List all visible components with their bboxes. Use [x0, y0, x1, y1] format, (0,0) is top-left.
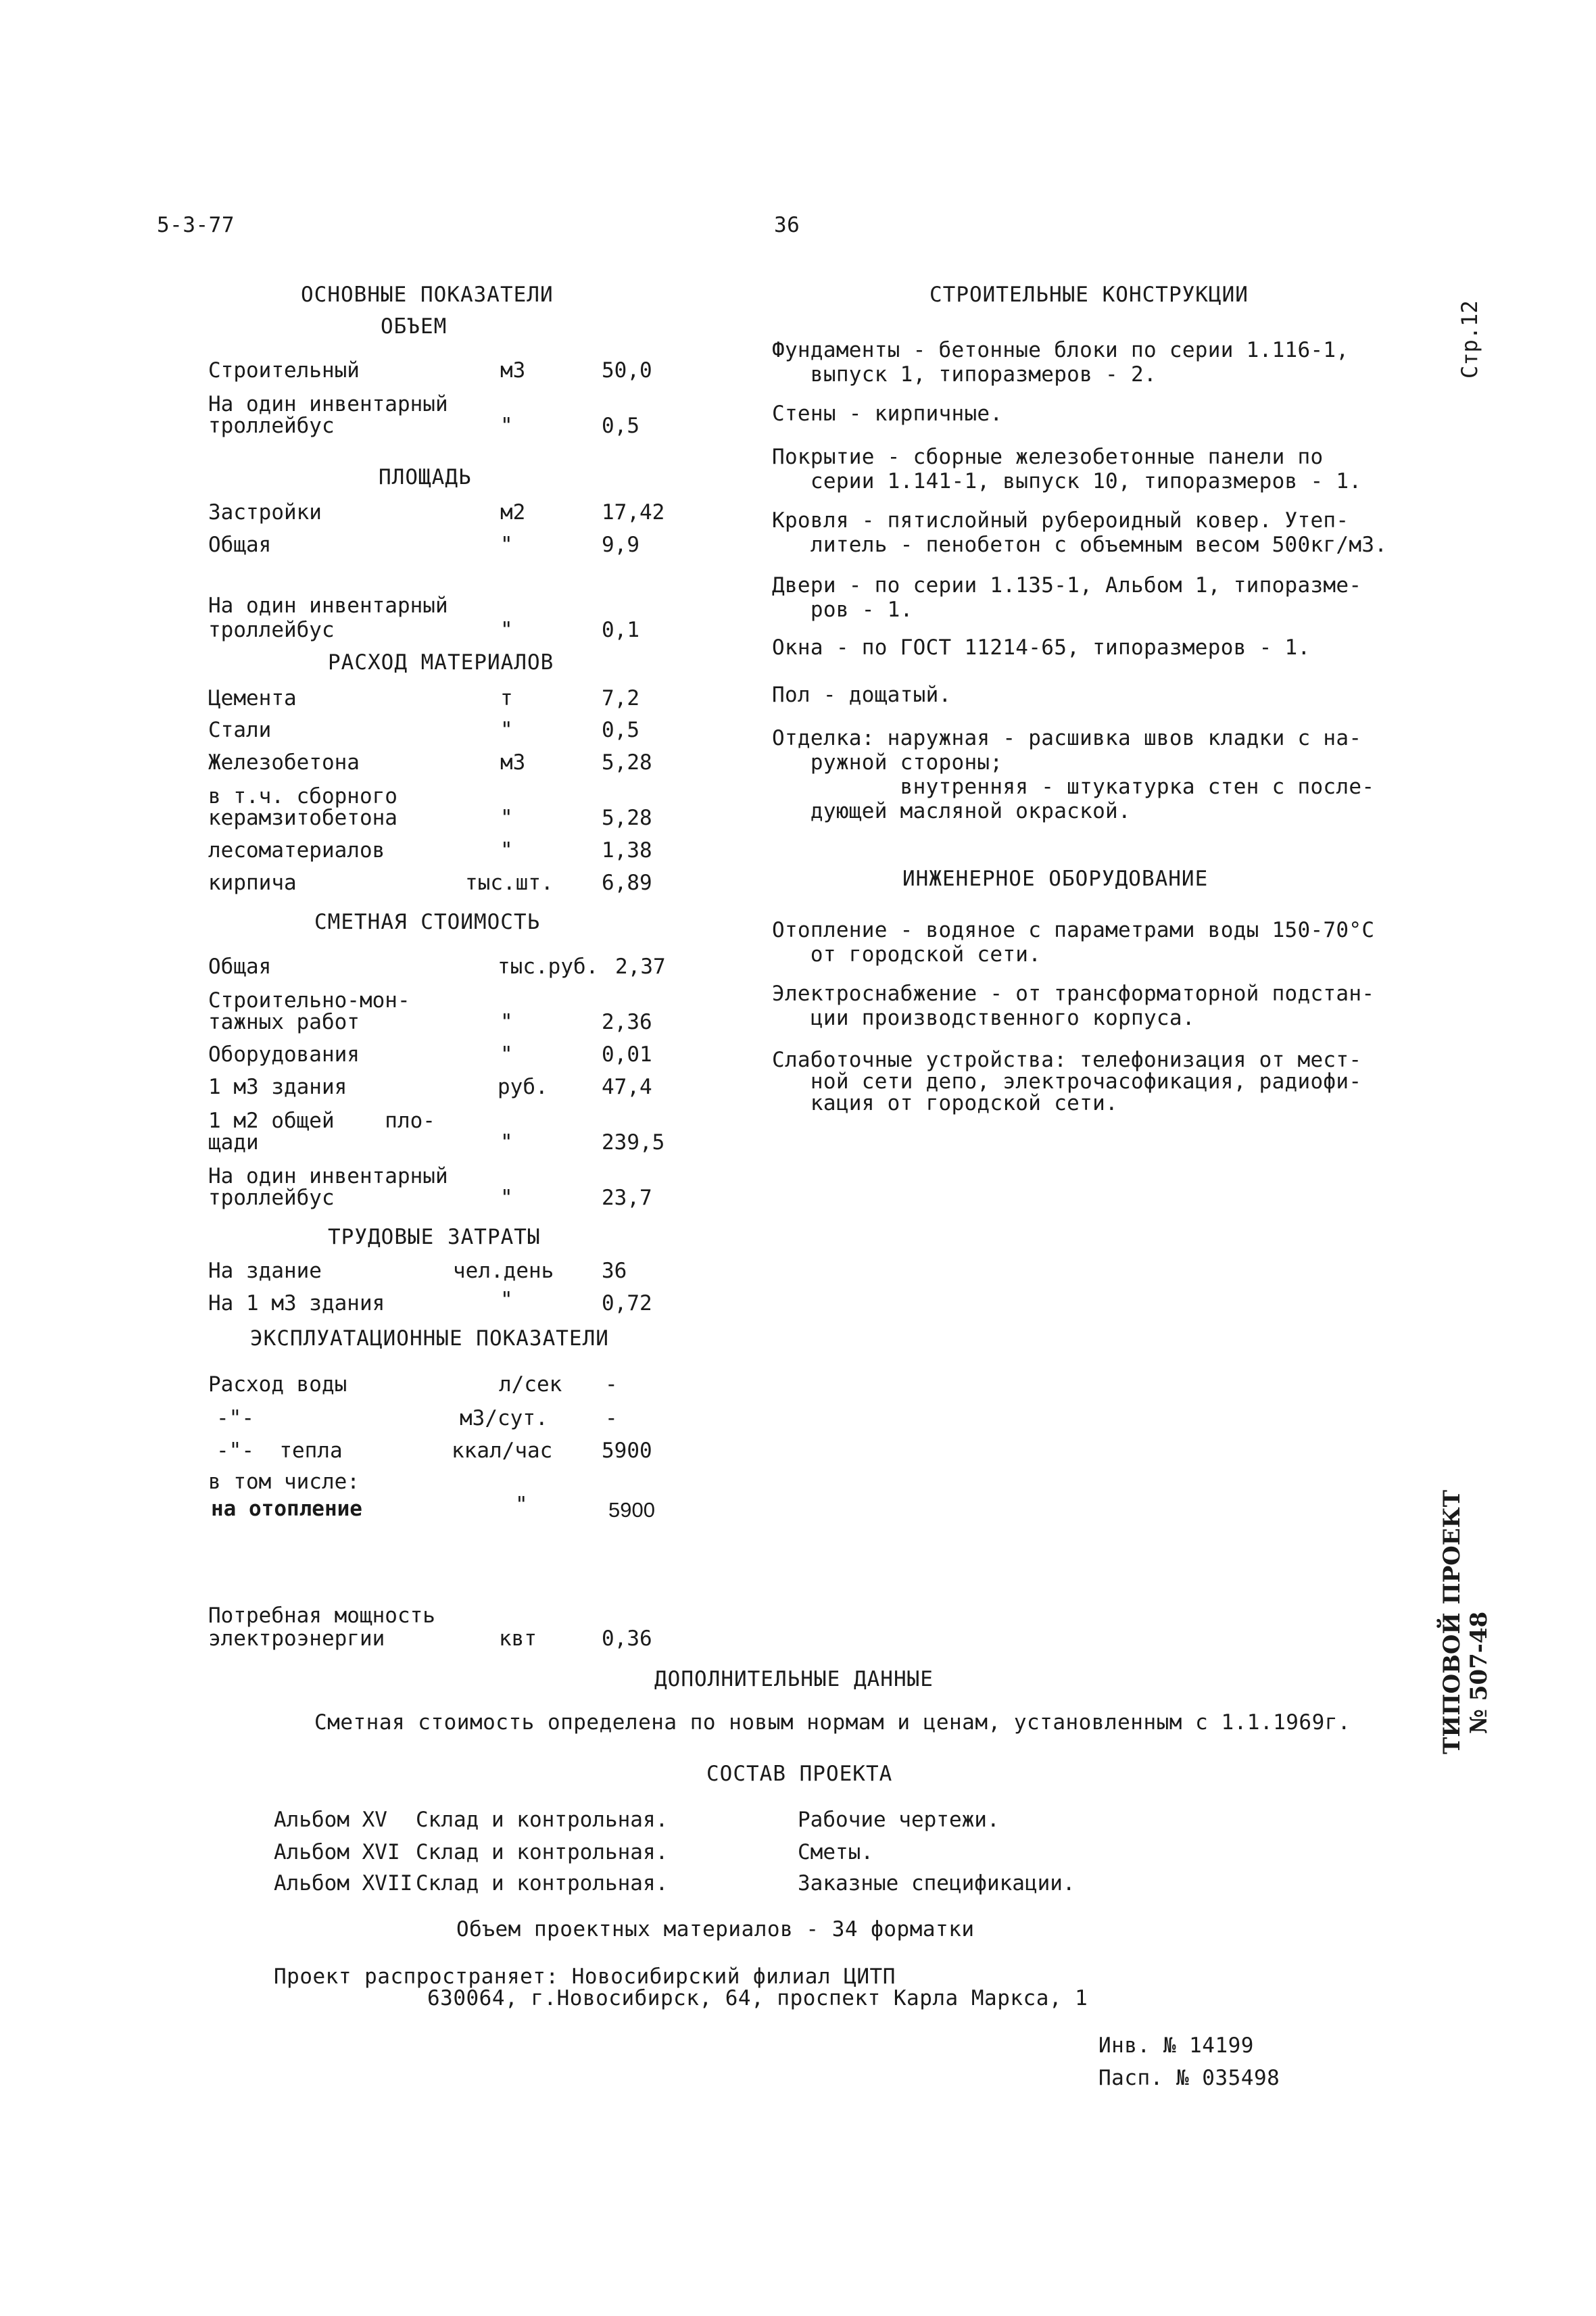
row-label: -"-: [216, 1406, 254, 1430]
row-value: 9,9: [602, 533, 639, 557]
row-unit: ": [500, 1042, 513, 1067]
constructions-heading: СТРОИТЕЛЬНЫЕ КОНСТРУКЦИИ: [929, 283, 1249, 307]
row-unit: ": [500, 533, 513, 557]
row-value: 239,5: [602, 1130, 665, 1155]
power-label: Потребная мощность: [208, 1603, 435, 1628]
operation-heading: ЭКСПЛУАТАЦИОННЫЕ ПОКАЗАТЕЛИ: [250, 1326, 609, 1351]
row-label: лесоматериалов: [208, 838, 385, 863]
page-number: 36: [774, 213, 800, 237]
row-unit: ": [500, 1186, 513, 1210]
row-unit: м3: [500, 358, 526, 383]
row-unit: тыс.шт.: [465, 871, 554, 895]
album-content: Рабочие чертежи.: [798, 1808, 1000, 1832]
row-label: Стали: [208, 718, 272, 742]
distributor: Проект распространяет: Новосибирский филиал ЦИТП: [274, 1964, 896, 1989]
row-label-cont: троллейбус: [208, 414, 335, 438]
row-unit: руб.: [498, 1075, 548, 1099]
row-label: -"- тепла: [216, 1439, 343, 1463]
row-unit: ккал/час: [452, 1439, 553, 1463]
volume-heading: ОБЪЕМ: [381, 314, 448, 339]
album-number: Альбом XV: [274, 1808, 387, 1832]
construction-item: Покрытие - сборные железобетонные панели по серии 1.141-1, выпуск 10, типоразмеров - 1.: [772, 445, 1362, 493]
labor-heading: ТРУДОВЫЕ ЗАТРАТЫ: [328, 1225, 541, 1249]
row-unit: ": [500, 806, 513, 830]
row-value: 23,7: [602, 1186, 652, 1210]
row-label: Общая: [208, 955, 272, 979]
row-value: 5,28: [602, 750, 652, 775]
additional-heading: ДОПОЛНИТЕЛЬНЫЕ ДАННЫЕ: [654, 1667, 934, 1691]
row-value: 5900: [608, 1498, 655, 1522]
row-label: Цемента: [208, 686, 297, 710]
row-label: Железобетона: [208, 750, 360, 775]
row-label: Строительно-мон-: [208, 988, 410, 1013]
row-value: 5,28: [602, 806, 652, 830]
row-value: 36: [602, 1259, 627, 1283]
row-value: 0,01: [602, 1042, 652, 1067]
row-label: на отопление: [211, 1497, 362, 1521]
row-unit: ": [515, 1493, 528, 1517]
row-label: в том числе:: [208, 1470, 360, 1494]
power-unit: квт: [499, 1626, 537, 1651]
row-label: На один инвентарный: [208, 392, 448, 416]
row-value: 0,5: [602, 414, 639, 438]
power-label-cont: электроэнергии: [208, 1626, 385, 1651]
row-unit: чел.день: [453, 1259, 554, 1283]
project-stamp-number: № 507-48: [1466, 1611, 1493, 1734]
row-label-cont: щади: [208, 1130, 259, 1155]
row-unit: ": [500, 1288, 513, 1312]
row-label: в т.ч. сборного: [208, 784, 397, 809]
row-value: 17,42: [602, 500, 665, 525]
engineering-heading: ИНЖЕНЕРНОЕ ОБОРУДОВАНИЕ: [902, 867, 1209, 891]
row-unit: м2: [500, 500, 526, 525]
row-value: 47,4: [602, 1075, 652, 1099]
construction-item: Двери - по серии 1.135-1, Альбом 1, типоразме- ров - 1.: [772, 573, 1362, 622]
engineering-item: Отопление - водяное с параметрами воды 150-70°С от городской сети.: [772, 918, 1375, 967]
row-value: 1,38: [602, 838, 652, 863]
row-unit: ": [500, 1010, 513, 1034]
row-label: На здание: [208, 1259, 322, 1283]
engineering-item: Слаботочные устройства: телефонизация от мест- ной сети депо, электрочасофикация, радиофи- кация от городской сети.: [772, 1048, 1362, 1115]
album-name: Склад и контрольная.: [416, 1808, 669, 1832]
row-value: -: [605, 1372, 618, 1397]
row-value: 50,0: [602, 358, 652, 383]
album-number: Альбом XVI: [274, 1840, 400, 1864]
row-value: 2,36: [602, 1010, 652, 1034]
row-value: 0,5: [602, 718, 639, 742]
construction-item: Окна - по ГОСТ 11214-65, типоразмеров - 1.: [772, 635, 1311, 660]
album-name: Склад и контрольная.: [416, 1840, 669, 1864]
row-label-cont: троллейбус: [208, 618, 335, 642]
row-label-cont: тажных работ: [208, 1010, 360, 1034]
row-unit: м3: [500, 750, 526, 775]
row-label: Застройки: [208, 500, 322, 525]
row-unit: т: [500, 686, 513, 710]
main-indicators-title: ОСНОВНЫЕ ПОКАЗАТЕЛИ: [301, 283, 554, 307]
area-heading: ПЛОЩАДЬ: [379, 465, 472, 489]
document-code: 5-3-77: [157, 213, 235, 237]
materials-heading: РАСХОД МАТЕРИАЛОВ: [328, 650, 554, 675]
row-label: Строительный: [208, 358, 360, 383]
row-label: На один инвентарный: [208, 594, 448, 618]
row-value: 0,72: [602, 1291, 652, 1316]
row-value: 6,89: [602, 871, 652, 895]
additional-text: Сметная стоимость определена по новым нормам и ценам, установленным с 1.1.1969г.: [314, 1710, 1351, 1735]
row-unit: ": [500, 1130, 513, 1155]
project-stamp-title: ТИПОВОЙ ПРОЕКТ: [1438, 1490, 1466, 1754]
construction-item: Кровля - пятислойный рубероидный ковер. Утеп- литель - пенобетон с объемным весом 500кг/м3.: [772, 508, 1388, 557]
row-label: Оборудования: [208, 1042, 360, 1067]
row-label: Общая: [208, 533, 272, 557]
power-value: 0,36: [602, 1626, 652, 1651]
construction-item: Стены - кирпичные.: [772, 402, 1003, 426]
construction-item: Фундаменты - бетонные блоки по серии 1.116-1, выпуск 1, типоразмеров - 2.: [772, 338, 1349, 387]
construction-item: Отделка: наружная - расшивка швов кладки с на- ружной стороны; внутренняя - штукатурка стен с после- дующей масляной окраской.: [772, 726, 1375, 823]
passport-number: Пасп. № 035498: [1098, 2066, 1280, 2090]
cost-heading: СМЕТНАЯ СТОИМОСТЬ: [314, 910, 541, 934]
row-unit: ": [500, 618, 513, 642]
row-value: 0,1: [602, 618, 639, 642]
row-unit: тыс.руб.: [498, 955, 599, 979]
album-name: Склад и контрольная.: [416, 1871, 669, 1896]
album-number: Альбом XVII: [274, 1871, 413, 1896]
row-unit: ": [500, 414, 513, 438]
inventory-number: Инв. № 14199: [1098, 2033, 1254, 2058]
row-value: -: [605, 1406, 618, 1430]
row-unit: м3/сут.: [460, 1406, 548, 1430]
project-stamp: [1438, 1490, 1493, 1754]
row-unit: л/сек: [499, 1372, 562, 1397]
materials-volume: Объем проектных материалов - 34 форматки: [456, 1917, 975, 1941]
row-value: 2,37: [615, 955, 666, 979]
construction-item: Пол - дощатый.: [772, 683, 952, 707]
sheet-label: Стр.12: [1457, 300, 1482, 379]
engineering-item: Электроснабжение - от трансформаторной подстан- ции производственного корпуса.: [772, 982, 1375, 1030]
row-unit: ": [500, 718, 513, 742]
row-label-cont: троллейбус: [208, 1186, 335, 1210]
row-value: 7,2: [602, 686, 639, 710]
row-label-cont: керамзитобетона: [208, 806, 397, 830]
row-label: Расход воды: [208, 1372, 347, 1397]
row-label: На один инвентарный: [208, 1164, 448, 1188]
album-content: Заказные спецификации.: [798, 1871, 1075, 1896]
album-content: Сметы.: [798, 1840, 873, 1864]
row-label: кирпича: [208, 871, 297, 895]
distributor-address: 630064, г.Новосибирск, 64, проспект Карла Маркса, 1: [427, 1986, 1088, 2010]
row-unit: ": [500, 838, 513, 863]
row-label: На 1 м3 здания: [208, 1291, 385, 1316]
row-label: 1 м3 здания: [208, 1075, 347, 1099]
row-label: 1 м2 общей пло-: [208, 1109, 435, 1133]
composition-heading: СОСТАВ ПРОЕКТА: [706, 1762, 893, 1786]
row-value: 5900: [602, 1439, 652, 1463]
